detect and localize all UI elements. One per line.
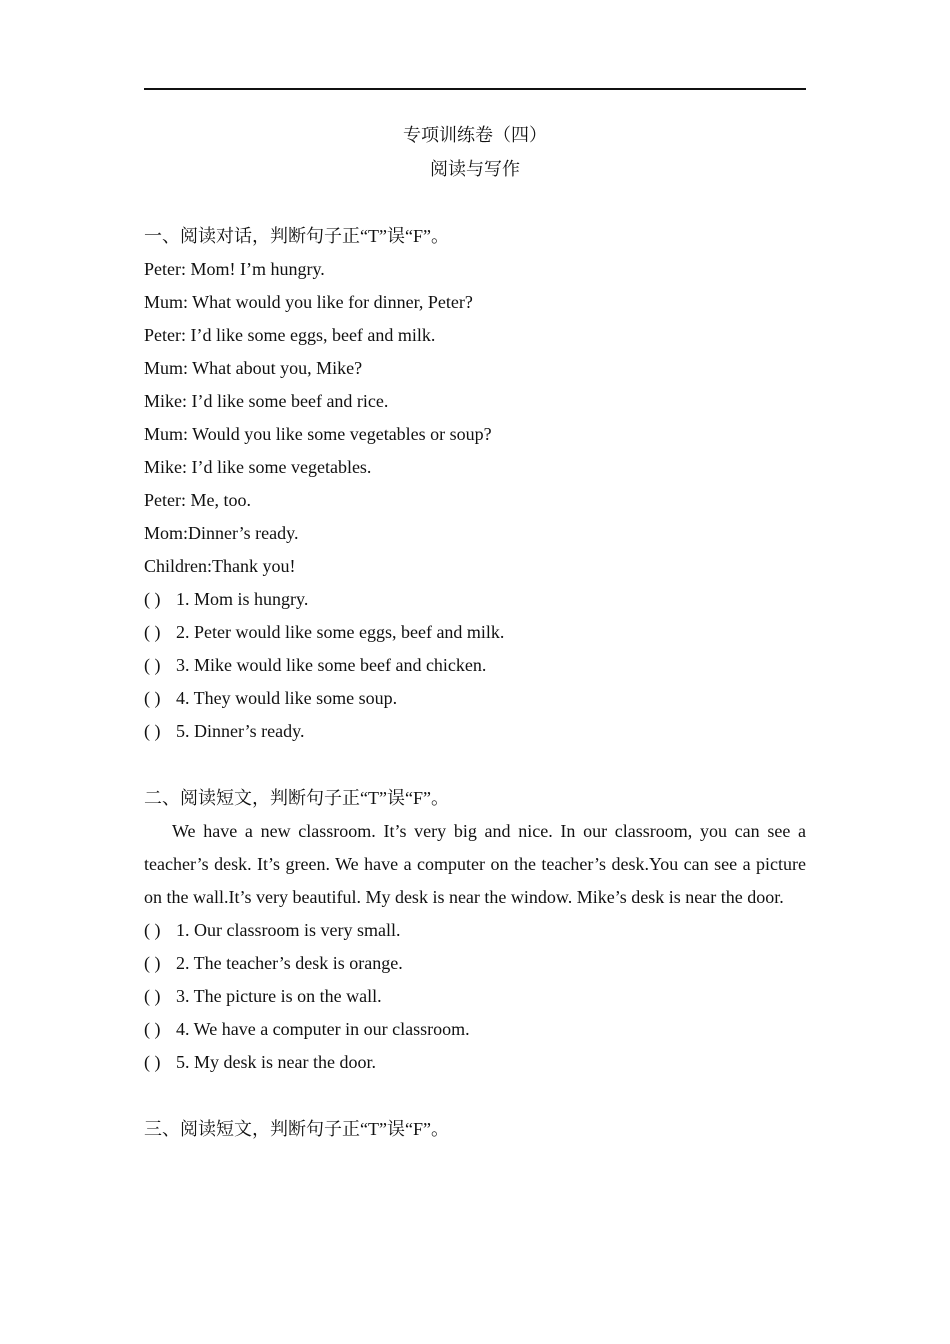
dialogue-line: Mum: Would you like some vegetables or soup? — [144, 424, 492, 444]
answer-bracket[interactable]: ( ) — [144, 721, 161, 741]
answer-bracket[interactable]: ( ) — [144, 622, 161, 642]
section-1-heading: 一、阅读对话，判断句子正“T”误“F”。 — [144, 226, 449, 246]
question-text: 5. My desk is near the door. — [176, 1052, 376, 1072]
question-item — [144, 947, 806, 980]
question-text: 3. Mike would like some beef and chicken. — [176, 655, 487, 675]
question-text: 2. Peter would like some eggs, beef and milk. — [176, 622, 505, 642]
question-item — [144, 649, 806, 682]
question-item — [144, 616, 806, 649]
dialogue-line: Peter: Me, too. — [144, 490, 251, 510]
dialogue-line: Mum: What would you like for dinner, Peter? — [144, 292, 473, 312]
dialogue-line: Mike: I’d like some vegetables. — [144, 457, 372, 477]
question-text: 1. Our classroom is very small. — [176, 920, 401, 940]
document-content — [144, 118, 806, 1146]
section-3-heading: 三、阅读短文，判断句子正“T”误“F”。 — [144, 1119, 449, 1139]
question-text: 1. Mom is hungry. — [176, 589, 309, 609]
answer-bracket[interactable]: ( ) — [144, 920, 161, 940]
reading-passage: We have a new classroom. It’s very big and nice. In our classroom, you can see a teacher’s desk. It’s green. We have a computer on the teacher’s desk.You can see a picture on the wall.It’s very beautiful. My desk is near the window. Mike’s desk is near the door. — [144, 821, 806, 907]
title-block — [144, 118, 806, 186]
answer-bracket[interactable]: ( ) — [144, 589, 161, 609]
question-text: 4. They would like some soup. — [176, 688, 398, 708]
question-text: 2. The teacher’s desk is orange. — [176, 953, 403, 973]
paper-title: 专项训练卷（四） — [403, 125, 547, 145]
answer-bracket[interactable]: ( ) — [144, 986, 161, 1006]
question-item — [144, 980, 806, 1013]
question-text: 5. Dinner’s ready. — [176, 721, 305, 741]
section-2 — [144, 781, 806, 1079]
question-item — [144, 682, 806, 715]
question-item — [144, 1046, 806, 1079]
question-item — [144, 583, 806, 616]
question-item — [144, 914, 806, 947]
header-rule — [144, 88, 806, 90]
section-1 — [144, 219, 806, 748]
answer-bracket[interactable]: ( ) — [144, 688, 161, 708]
answer-bracket[interactable]: ( ) — [144, 953, 161, 973]
question-item — [144, 1013, 806, 1046]
paper-subtitle: 阅读与写作 — [430, 159, 520, 179]
section-2-heading: 二、阅读短文，判断句子正“T”误“F”。 — [144, 788, 449, 808]
question-text: 3. The picture is on the wall. — [176, 986, 382, 1006]
dialogue-line: Children:Thank you! — [144, 556, 296, 576]
dialogue-line: Peter: I’d like some eggs, beef and milk. — [144, 325, 436, 345]
dialogue-line: Mom:Dinner’s ready. — [144, 523, 299, 543]
answer-bracket[interactable]: ( ) — [144, 655, 161, 675]
answer-bracket[interactable]: ( ) — [144, 1019, 161, 1039]
answer-bracket[interactable]: ( ) — [144, 1052, 161, 1072]
section-3 — [144, 1112, 806, 1146]
dialogue-line: Mike: I’d like some beef and rice. — [144, 391, 389, 411]
dialogue-line: Mum: What about you, Mike? — [144, 358, 363, 378]
question-text: 4. We have a computer in our classroom. — [176, 1019, 470, 1039]
dialogue-line: Peter: Mom! I’m hungry. — [144, 259, 325, 279]
question-item — [144, 715, 806, 748]
